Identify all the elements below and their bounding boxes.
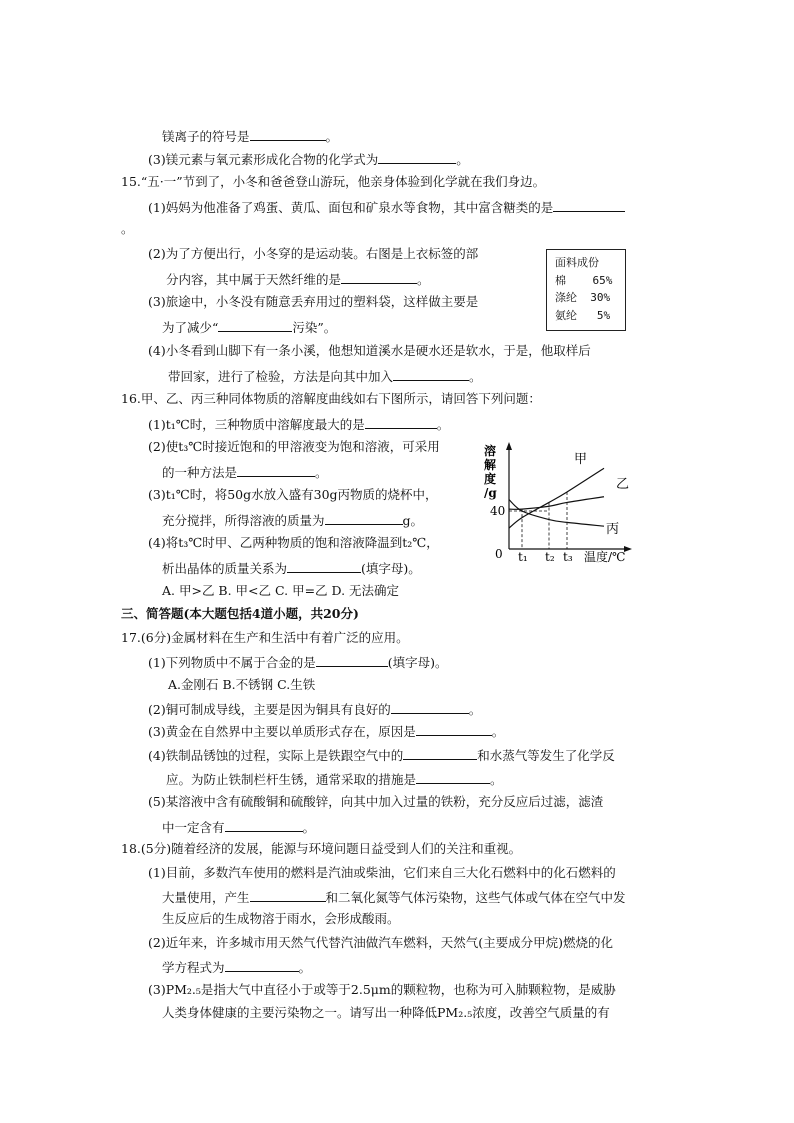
q17-5-tail: 。 (302, 820, 316, 835)
answer-blank[interactable] (250, 126, 326, 141)
q15-3-line2 (162, 317, 336, 337)
answer-blank[interactable] (341, 269, 417, 284)
series-label: 乙 (616, 477, 630, 492)
q18-3-line: (3)PM₂.₅是指大气中直径小于或等于2.5μm的颗粒物，也称为可入肺颗粒物，是威胁 (148, 982, 616, 997)
answer-blank[interactable] (325, 510, 403, 525)
q14-mg-ion-line (162, 126, 338, 146)
fabric-row-polyester: 涤纶 30% (555, 291, 611, 304)
q18-1-text: 大量使用，产生 (162, 890, 250, 905)
q17-1-options: A.金刚石 B.不锈钢 C.生铁 (168, 677, 316, 692)
section-three-heading: 三、简答题(本大题包括4道小题，共20分) (121, 606, 359, 621)
q17-2-text: (2)铜可制成导线，主要是因为铜具有良好的 (148, 702, 391, 717)
q17-stem: 17.(6分)金属材料在生产和生活中有着广泛的应用。 (121, 630, 409, 645)
fabric-label-title: 面料成份 (555, 256, 599, 269)
q17-4-line (148, 745, 615, 765)
q17-3-line (148, 721, 504, 741)
q17-4-tail: 和水蒸气等发生了化学反 (477, 748, 615, 763)
q17-4-text: (4)铁制品锈蚀的过程，实际上是铁跟空气中的 (148, 748, 404, 763)
answer-blank[interactable] (225, 817, 303, 832)
answer-blank[interactable] (391, 699, 469, 714)
q16-4-line2 (162, 558, 421, 578)
chart-text (484, 443, 629, 564)
q16-3-text: 充分搅拌，所得溶液的质量为 (162, 513, 325, 528)
q17-4-line2 (166, 769, 503, 789)
q18-1-tail: 和二氧化氮等气体污染物，这些气体或气体在空气中发 (325, 890, 626, 905)
q18-3-line2: 人类身体健康的主要污染物之一。请写出一种降低PM₂.₅浓度，改善空气质量的有 (162, 1005, 610, 1020)
answer-blank[interactable] (287, 558, 361, 573)
series-label: 丙 (606, 522, 620, 537)
q17-4-text2: 应。为防止铁制栏杆生锈，通常采取的措施是 (166, 772, 417, 787)
curve-jia (509, 468, 604, 528)
q15-2-line2 (166, 269, 430, 289)
q17-2-tail: 。 (468, 702, 482, 717)
q15-1-line (148, 197, 625, 217)
q17-5-line: (5)某溶液中含有硫酸铜和硫酸锌，向其中加入过量的铁粉，充分反应后过滤，滤渣 (148, 794, 604, 809)
answer-blank[interactable] (378, 149, 456, 164)
q17-1-text: (1)下列物质中不属于合金的是 (148, 655, 316, 670)
answer-blank[interactable] (250, 887, 326, 902)
q14-mg-ion-tail: 。 (325, 129, 339, 144)
q18-2-line: (2)近年来，许多城市用天然气代替汽油做汽车燃料，天然气(主要成分甲烷)燃烧的化 (148, 935, 613, 950)
q15-2-line: (2)为了方便出行，小冬穿的是运动装。右图是上衣标签的部 (148, 246, 479, 261)
x-tick-label: t₁ (518, 550, 528, 564)
q15-4-tail: 。 (469, 369, 482, 384)
q15-4-text: 带回家，进行了检验，方法是向其中加入 (168, 369, 394, 384)
q14-3-tail: 。 (456, 152, 469, 167)
q18-1-line: (1)目前，多数汽车使用的燃料是汽油或柴油，它们来自三大化石燃料中的化石燃料的 (148, 865, 616, 880)
q18-2-tail: 。 (298, 960, 312, 975)
q15-4-line2 (168, 366, 482, 386)
answer-blank[interactable] (393, 366, 469, 381)
answer-blank[interactable] (225, 957, 299, 972)
q17-5-text: 中一定含有 (162, 820, 225, 835)
q15-stem: 15.“五·一”节到了，小冬和爸爸登山游玩，他亲身体验到化学就在我们身边。 (121, 174, 546, 189)
curve-bing (509, 500, 604, 527)
q17-5-line2 (162, 817, 315, 837)
q17-3-tail: 。 (491, 724, 505, 739)
q16-2-line: (2)使t₃℃时接近饱和的甲溶液变为饱和溶液，可采用 (148, 439, 440, 454)
q15-4-line: (4)小冬看到山脚下有一条小溪，他想知道溪水是硬水还是软水，于是，他取样后 (148, 343, 591, 358)
origin-label: 0 (495, 547, 503, 561)
q14-3-text: (3)镁元素与氧元素形成化合物的化学式为 (148, 152, 379, 167)
q18-2-text: 学方程式为 (162, 960, 225, 975)
q14-3-line (148, 149, 469, 169)
q18-1-line3: 生反应后的生成物溶于雨水，会形成酸雨。 (162, 911, 400, 926)
answer-blank[interactable] (218, 317, 292, 332)
chart-series (509, 468, 604, 528)
answer-blank[interactable] (237, 462, 315, 477)
q16-4-tail: (填字母)。 (361, 561, 421, 576)
q15-3-text: 为了减少“ (162, 320, 219, 335)
q18-1-line2 (162, 887, 626, 907)
q16-3-line2 (162, 510, 423, 530)
q15-3-line: (3)旅途中，小冬没有随意丢弃用过的塑料袋，这样做主要是 (148, 294, 479, 309)
q16-1-text: (1)t₁℃时，三种物质中溶解度最大的是 (148, 417, 365, 432)
y-tick-label: 40 (490, 504, 506, 518)
solubility-chart (478, 436, 638, 570)
q17-1-line (148, 652, 447, 672)
q16-4-line: (4)将t₃℃时甲、乙两种物质的饱和溶液降温到t₂℃， (148, 535, 439, 550)
q17-3-text: (3)黄金在自然界中主要以单质形式存在，原因是 (148, 724, 416, 739)
fabric-label-table (546, 249, 626, 331)
answer-blank[interactable] (316, 652, 388, 667)
x-tick-label: t₂ (545, 550, 555, 564)
q15-1-tail: 。 (121, 221, 134, 236)
q17-1-tail: (填字母)。 (387, 655, 448, 670)
q14-mg-ion-text: 镁离子的符号是 (162, 129, 250, 144)
q15-2-tail: 。 (417, 272, 430, 287)
answer-blank[interactable] (416, 721, 492, 736)
y-axis-arrow (506, 442, 512, 450)
q16-2-line2 (162, 462, 328, 482)
answer-blank[interactable] (416, 769, 490, 784)
answer-blank[interactable] (403, 745, 477, 760)
fabric-row-cotton: 棉 65% (555, 273, 613, 287)
q15-1-text: (1)妈妈为他准备了鸡蛋、黄瓜、面包和矿泉水等食物，其中富含糖类的是 (148, 200, 554, 215)
q16-4-options: A. 甲>乙 B. 甲<乙 C. 甲=乙 D. 无法确定 (162, 583, 400, 598)
y-axis-label: 溶 (484, 444, 497, 458)
q16-3-line: (3)t₁℃时，将50g水放入盛有30g丙物质的烧杯中， (148, 487, 438, 502)
q15-3-tail: 污染”。 (292, 320, 337, 335)
q16-1-tail: 。 (436, 417, 450, 432)
series-label: 甲 (574, 452, 588, 467)
y-axis-label: 度 (484, 472, 497, 486)
y-axis-label: 解 (484, 458, 497, 472)
q17-4-tail2: 。 (490, 772, 503, 787)
q16-3-tail: g。 (402, 513, 424, 528)
x-axis-label: 温度/℃ (584, 550, 626, 564)
q18-stem: 18.(5分)随着经济的发展，能源与环境问题日益受到人们的关注和重视。 (121, 841, 522, 856)
q17-2-line (148, 699, 481, 719)
q16-2-tail: 。 (315, 465, 328, 480)
answer-blank[interactable] (365, 414, 437, 429)
q16-1-line (148, 414, 449, 434)
q16-2-text: 的一种方法是 (162, 465, 238, 480)
fabric-row-spandex: 氨纶 5% (555, 308, 611, 322)
x-tick-label: t₃ (563, 550, 573, 564)
answer-blank[interactable] (553, 197, 625, 212)
q18-2-line2 (162, 957, 311, 977)
q16-4-text: 析出晶体的质量关系为 (162, 561, 288, 576)
q15-2-text: 分内容，其中属于天然纤维的是 (166, 272, 342, 287)
y-axis-label: /g (484, 486, 497, 500)
q16-stem: 16.甲、乙、丙三种同体物质的溶解度曲线如右下图所示，请回答下列问题： (121, 391, 541, 406)
